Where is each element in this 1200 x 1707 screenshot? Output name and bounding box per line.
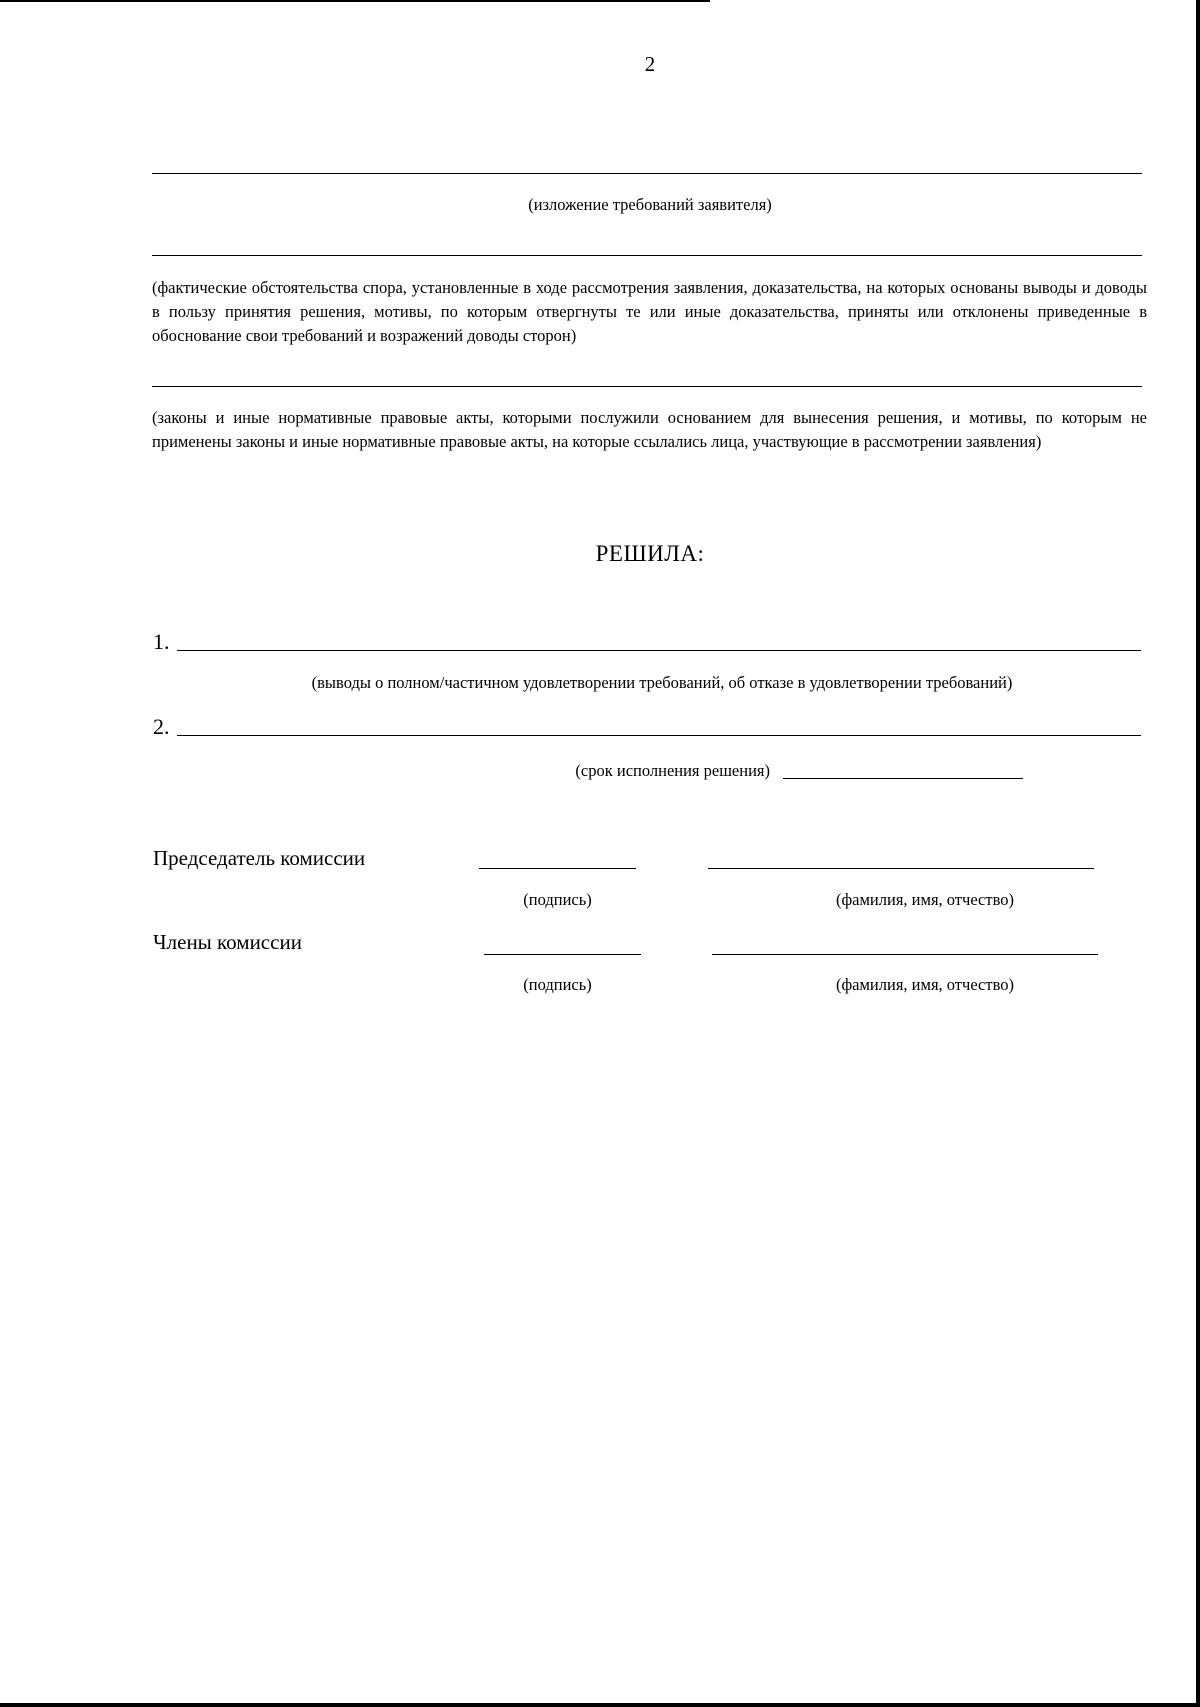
scan-edge-top xyxy=(0,0,710,2)
deadline-line xyxy=(783,778,1023,779)
chairman-fullname-line xyxy=(708,868,1094,869)
statement-caption: (изложение требований заявителя) xyxy=(528,195,772,214)
members-fullname-line xyxy=(712,954,1098,955)
laws-line xyxy=(152,386,1142,387)
circumstances-caption: (фактические обстоятельства спора, установленные в ходе рассмотрения заявления, доказательства, на которых основаны выводы и доводы в пользу принятия решения, мотивы, по которым отвергнуты те или иные доказательства, приняты или отклонены приведенные в обоснование свои требований и возражений доводы сторон) xyxy=(152,278,1147,345)
deadline-caption: (срок исполнения решения) xyxy=(575,761,770,780)
chairman-signature-caption: (подпись) xyxy=(523,890,592,909)
scan-edge-right xyxy=(1196,0,1200,1707)
item-2-number: 2. xyxy=(153,714,170,739)
decision-heading: РЕШИЛА: xyxy=(595,541,705,566)
chairman-fullname-caption: (фамилия, имя, отчество) xyxy=(835,890,1015,909)
members-signature-caption: (подпись) xyxy=(523,975,592,994)
item-1-line xyxy=(177,650,1141,651)
page-number: 2 xyxy=(644,52,656,76)
circumstances-line xyxy=(152,255,1142,256)
chairman-label: Председатель комиссии xyxy=(153,846,366,870)
item-1-number: 1. xyxy=(153,629,170,654)
members-label: Члены комиссии xyxy=(153,930,302,954)
laws-caption: (законы и иные нормативные правовые акты, которыми послужили основанием для вынесения решения, и мотивы, по которым не применены законы и иные нормативные правовые акты, на которые ссылались лица, участвующие в рассмотрении заявления) xyxy=(152,408,1147,451)
scan-edge-bottom xyxy=(0,1703,1200,1707)
members-signature-line xyxy=(484,954,641,955)
members-fullname-caption: (фамилия, имя, отчество) xyxy=(835,975,1015,994)
item-2-line xyxy=(177,735,1141,736)
statement-line xyxy=(152,173,1142,174)
item-1-caption: (выводы о полном/частичном удовлетворении требований, об отказе в удовлетворении требований) xyxy=(311,673,1013,692)
chairman-signature-line xyxy=(479,868,636,869)
